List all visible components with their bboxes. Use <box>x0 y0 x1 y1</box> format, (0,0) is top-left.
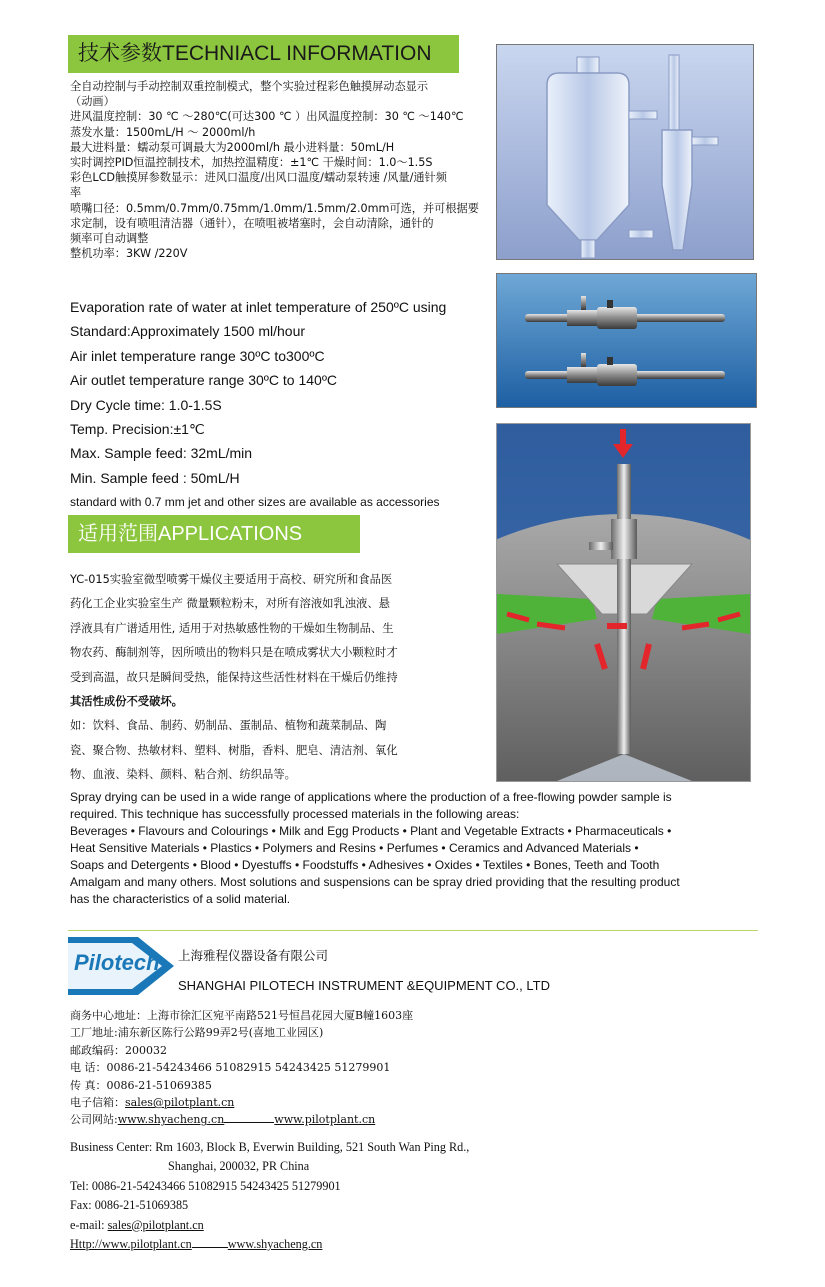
email-label: 电子信箱： <box>70 1096 125 1110</box>
company-name-cn: 上海雅程仪器设备有限公司 <box>178 948 329 963</box>
tech-info-heading: 技术参数TECHNIACL INFORMATION <box>68 35 459 73</box>
app-cn-line: 药化工企业实验室生产 微量颗粒粉末，对所有溶液如乳浊液、悬 <box>70 597 390 611</box>
app-cn-line: 受到高温，故只是瞬间受热，能保持这些活性材料在干燥后仍维持 <box>70 670 398 684</box>
app-cn-line: YC-015实验室微型喷雾干燥仪主要适用于高校、研究所和食品医 <box>70 573 393 586</box>
app-cn-line: 其活性成份不受破坏。 <box>70 695 183 709</box>
tech-en-line: Max. Sample feed: 32mL/min <box>70 445 253 462</box>
tech-cn-line: （动画） <box>70 95 115 109</box>
email-line-cn <box>70 1094 413 1111</box>
nozzle-airflow-diagram <box>496 423 751 782</box>
airflow-illustration <box>497 424 750 781</box>
logo-text: Pilotech <box>74 950 160 975</box>
en-email-label: e-mail: <box>70 1217 108 1232</box>
app-en-line: Soaps and Detergents • Blood • Dyestuffs • Foodstuffs • Adhesives • Oxides • Textiles • Bones, Teeth and Tooth <box>70 858 660 872</box>
company-name-en: SHANGHAI PILOTECH INSTRUMENT &EQUIPMENT CO., LTD <box>178 978 550 993</box>
company-cn-contact <box>70 1007 413 1129</box>
app-cn-line: 浮液具有广谱适用性, 适用于对热敏感性物的干燥如生物制品、生 <box>70 621 394 635</box>
en-email-link[interactable]: sales@pilotplant.cn <box>107 1217 204 1232</box>
en-http-link[interactable]: Http://www.pilotplant.cn <box>70 1237 192 1252</box>
tech-cn-line: 率 <box>70 186 82 200</box>
applications-cn-text <box>70 568 480 788</box>
website-label: 公司网站: <box>70 1113 118 1127</box>
underline-gap <box>192 1247 228 1248</box>
tech-cn-specs <box>70 79 480 261</box>
app-en-line: has the characteristics of a solid material. <box>70 892 291 906</box>
en-fax: Fax: 0086-21-51069385 <box>70 1198 189 1213</box>
tech-en-line: Dry Cycle time: 1.0-1.5S <box>70 396 222 413</box>
applications-heading: 适用范围APPLICATIONS <box>68 515 360 553</box>
contact-line: 传 真：0086-21-51069385 <box>70 1078 212 1092</box>
email-link[interactable]: sales@pilotplant.cn <box>125 1096 235 1110</box>
website-link-shyacheng[interactable]: www.shyacheng.cn <box>117 1113 225 1127</box>
tech-cn-line: 全自动控制与手动控制双重控制模式，整个实验过程彩色触摸屏动态显示 <box>70 80 429 93</box>
app-en-line: Amalgam and many others. Most solutions and suspensions can be spray dried providing that the resulting product <box>70 875 680 889</box>
glass-chamber-photo <box>496 44 754 260</box>
tech-en-line: Min. Sample feed : 50mL/H <box>70 469 240 486</box>
tech-en-specs <box>70 295 490 515</box>
en-http-line <box>70 1235 469 1254</box>
app-en-line: Beverages • Flavours and Colourings • Milk and Egg Products • Plant and Vegetable Extracts • Pharmaceuticals • <box>70 824 672 838</box>
applications-en-text <box>70 789 710 908</box>
footer-divider <box>68 930 758 931</box>
tech-note: standard with 0.7 mm jet and other sizes are available as accessories <box>70 495 440 510</box>
tech-cn-line: 蒸发水量：1500mL/H ～ 2000ml/h <box>70 125 256 139</box>
tech-en-line: Air inlet temperature range 30ºC to300ºC <box>70 347 325 364</box>
contact-line: 工厂地址:浦东新区陈行公路99弄2号(喜地工业园区) <box>70 1026 324 1040</box>
tech-cn-line: 频率可自动调整 <box>70 232 149 246</box>
en-http-link-2[interactable]: www.shyacheng.cn <box>227 1237 323 1252</box>
tech-cn-line: 彩色LCD触摸屏参数显示：进风口温度/出风口温度/蠕动泵转速 /风量/通针频 <box>70 171 447 185</box>
en-tel: Tel: 0086-21-54243466 51082915 54243425 51279901 <box>70 1178 341 1193</box>
tech-en-line: Evaporation rate of water at inlet temperature of 250ºC using <box>70 299 447 315</box>
website-line-cn <box>70 1111 413 1128</box>
tech-cn-line: 喷嘴口径：0.5mm/0.7mm/0.75mm/1.0mm/1.5mm/2.0mm可选，并可根据要 <box>70 201 479 215</box>
contact-line: 电 话：0086-21-54243466 51082915 54243425 51279901 <box>70 1061 391 1075</box>
en-address-line: Business Center: Rm 1603, Block B, Everwin Building, 521 South Wan Ping Rd., <box>70 1140 470 1154</box>
underline-gap <box>224 1122 274 1123</box>
company-en-contact <box>70 1138 469 1254</box>
tech-en-line: Standard:Approximately 1500 ml/hour <box>70 323 306 340</box>
glass-chamber-illustration <box>497 45 753 259</box>
tech-cn-line: 实时调控PID恒温控制技术，加热控温精度：±1℃ 干燥时间：1.0～1.5S <box>70 156 433 170</box>
tech-cn-line: 求定制，设有喷咀清洁器（通针），在喷咀被堵塞时，会自动清除，通针的 <box>70 216 434 230</box>
app-en-line: Spray drying can be used in a wide range of applications where the production of a free-flowing powder sample is <box>70 790 672 804</box>
contact-line: 邮政编码：200032 <box>70 1043 167 1057</box>
app-cn-line: 物、血液、染料、颜料、粘合剂、纺织品等。 <box>70 768 296 782</box>
app-en-line: Heat Sensitive Materials • Plastics • Polymers and Resins • Perfumes • Ceramics and Advanced Materials • <box>70 841 639 855</box>
app-en-line: required. This technique has successfully processed materials in the following areas: <box>70 807 520 821</box>
app-cn-line: 物农药、酶制剂等，因所喷出的物料只是在喷成雾状大小颗粒时才 <box>70 646 398 660</box>
tech-cn-line: 最大进料量：蠕动泵可调最大为2000ml/h 最小进料量：50mL/H <box>70 140 395 154</box>
pilotech-logo <box>68 937 174 995</box>
nozzle-illustration <box>497 274 756 407</box>
website-link-pilotplant[interactable]: www.pilotplant.cn <box>274 1113 376 1127</box>
app-cn-line: 瓷、聚合物、热敏材料、塑料、树脂，香料、肥皂、清洁剂、氧化 <box>70 743 398 757</box>
tech-cn-line: 整机功率：3KW /220V <box>70 247 188 261</box>
tech-en-line: Temp. Precision:±1℃ <box>70 421 205 438</box>
app-cn-line: 如：饮料、食品、制药、奶制品、蛋制品、植物和蔬菜制品、陶 <box>70 719 387 733</box>
en-email-line <box>70 1216 469 1235</box>
tech-cn-line: 进风温度控制：30 ℃ ～280℃(可达300 ℃ ）出风温度控制：30 ℃ ～140℃ <box>70 110 464 124</box>
nozzle-photo <box>496 273 757 408</box>
tech-en-line: Air outlet temperature range 30ºC to 140ºC <box>70 372 338 389</box>
contact-line: 商务中心地址：上海市徐汇区宛平南路521号恒昌花园大厦B幢1603座 <box>70 1009 414 1022</box>
en-address-line: Shanghai, 200032, PR China <box>168 1159 310 1174</box>
